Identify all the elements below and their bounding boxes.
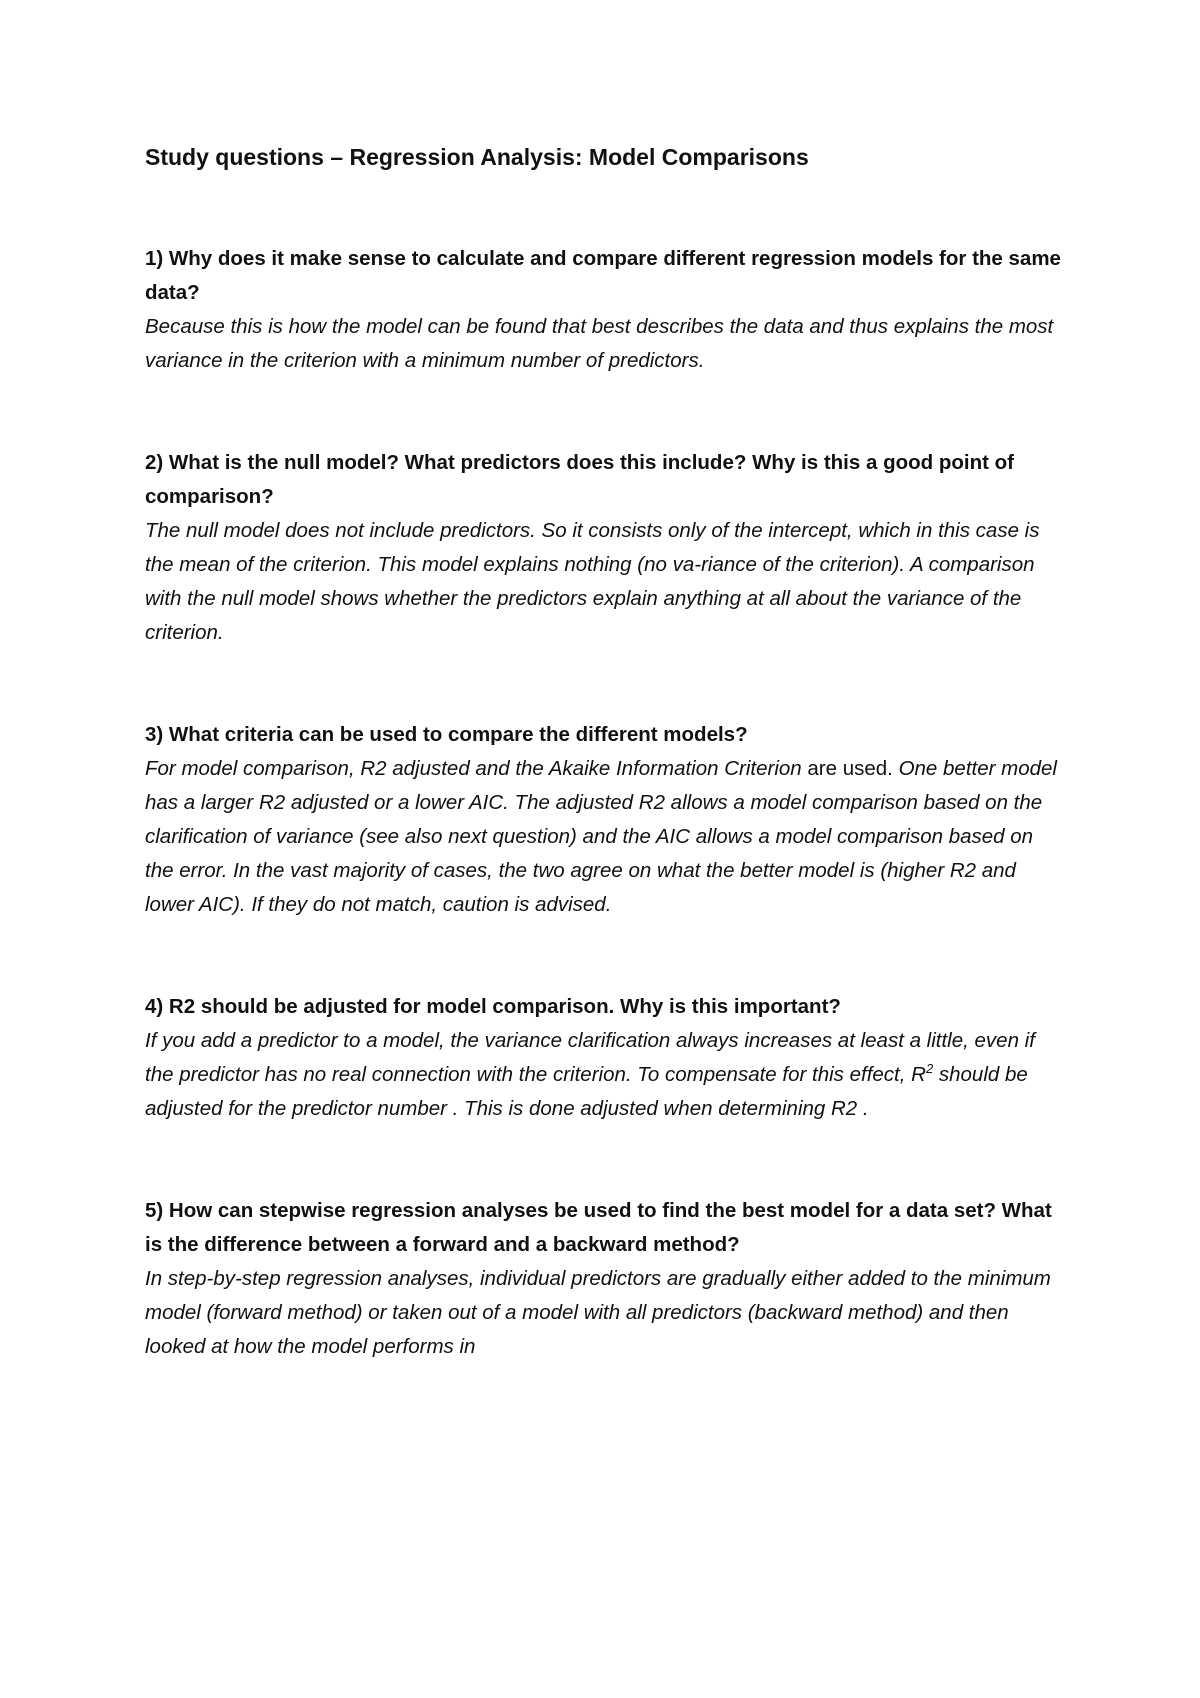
answer-3-part-1: For model comparison, R2 adjusted and the Akaike Information Criterion: [145, 757, 802, 780]
question-3: 3) What criteria can be used to compare the different models?: [145, 723, 748, 746]
question-4: 4) R2 should be adjusted for model comparison. Why is this important?: [145, 995, 841, 1018]
answer-4-superscript: 2: [925, 1061, 934, 1077]
answer-4: [145, 1024, 1065, 1126]
question-block-5: [145, 1194, 1065, 1364]
answer-3-part-2: are used.: [801, 757, 893, 780]
answer-4-part-2: should be adjusted for the predictor number . This is done adjusted when determining R2 .: [145, 1063, 1028, 1120]
question-block-2: [145, 446, 1065, 650]
question-1: 1) Why does it make sense to calculate and compare different regression models for the same data?: [145, 247, 1061, 304]
question-block-3: [145, 718, 1065, 922]
answer-5: In step-by-step regression analyses, individual predictors are gradually either added to the minimum model (forward method) or taken out of a model with all predictors (backward method) and then looked at how the model performs in: [145, 1267, 1051, 1358]
answer-3-part-3: One better model has a larger R2 adjusted or a lower AIC. The adjusted R2 allows a model comparison based on the clarification of variance (see also next question) and the AIC allows a model comparison based on the error. In the vast majority of cases, the two agree on what the better model is (higher R2 and lower AIC). If they do not match, caution is advised.: [145, 757, 1057, 916]
answer-1: Because this is how the model can be found that best describes the data and thus explains the most variance in the criterion with a minimum number of predictors.: [145, 315, 1054, 372]
question-block-1: [145, 242, 1065, 378]
question-2: 2) What is the null model? What predictors does this include? Why is this a good point of comparison?: [145, 451, 1014, 508]
answer-2: The null model does not include predictors. So it consists only of the intercept, which in this case is the mean of the criterion. This model explains nothing (no va-riance of the criterion). A comparison with the null model shows whether the predictors explain anything at all about the variance of the criterion.: [145, 519, 1040, 644]
answer-3: [145, 752, 1065, 922]
document-title: Study questions – Regression Analysis: Model Comparisons: [145, 144, 809, 170]
answer-4-part-1: If you add a predictor to a model, the variance clarification always increases at least a little, even if the predictor has no real connection with the criterion. To compensate for this effect, R: [145, 1029, 1035, 1086]
question-block-4: [145, 990, 1065, 1126]
question-5: 5) How can stepwise regression analyses be used to find the best model for a data set? What is the difference between a forward and a backward method?: [145, 1199, 1052, 1256]
document-page: [145, 140, 1065, 1432]
